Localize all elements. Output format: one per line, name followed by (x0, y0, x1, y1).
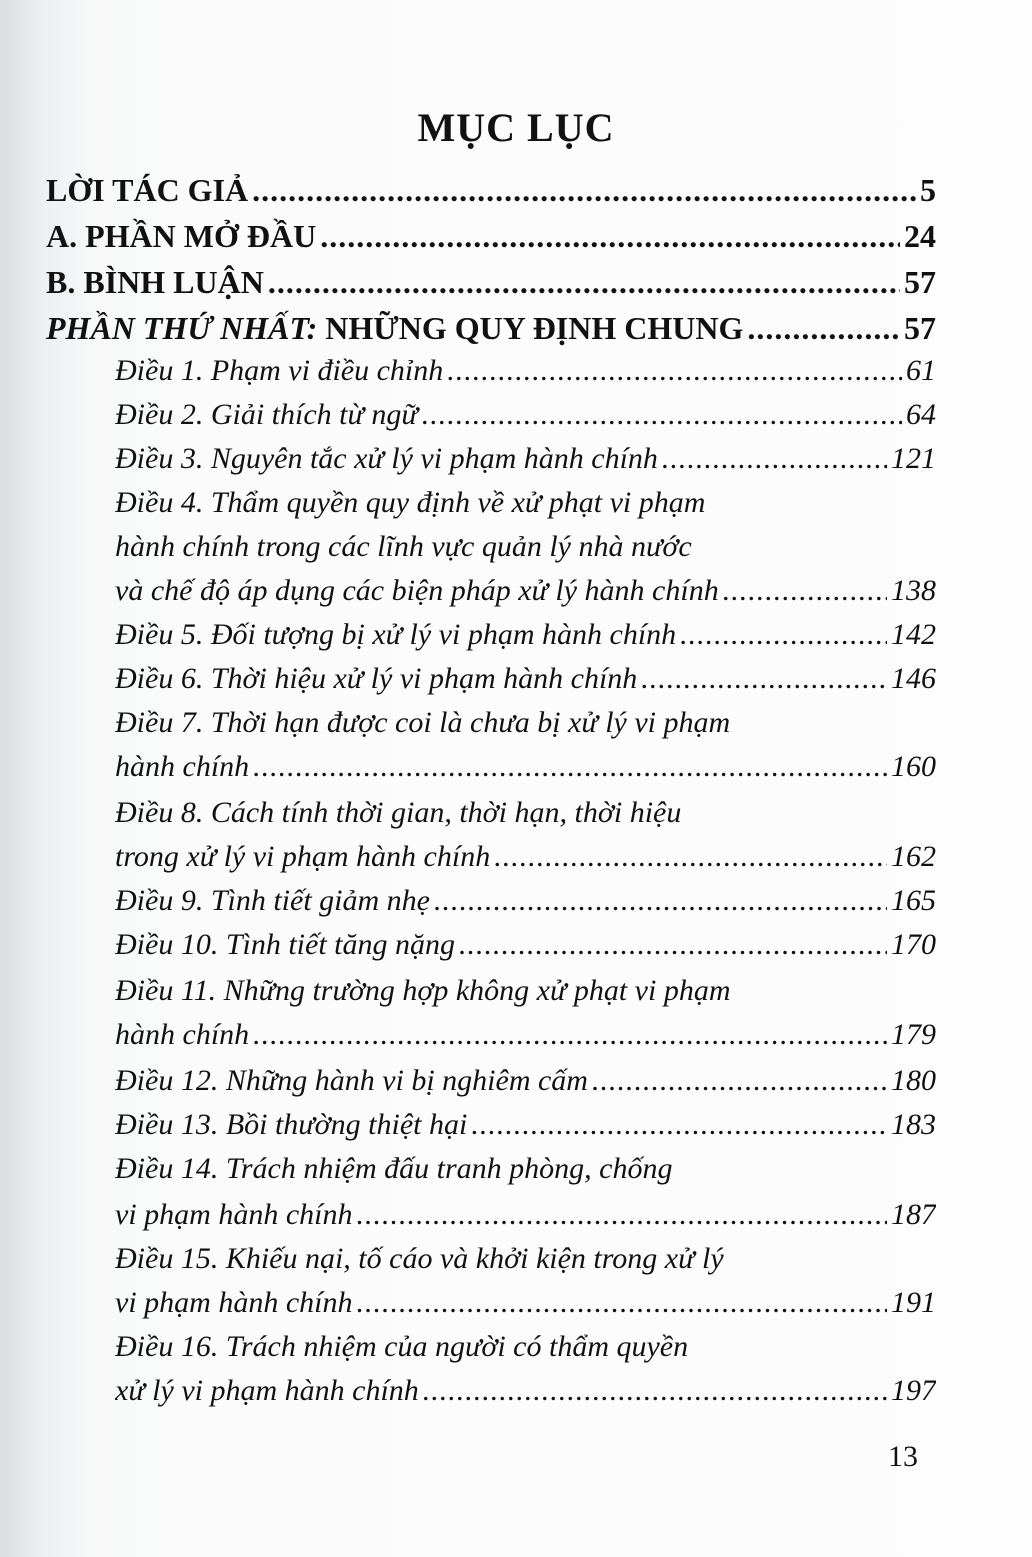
article-label-continued: vi phạm hành chính (115, 1198, 353, 1231)
article-page: 187 (891, 1198, 936, 1231)
dot-leader (662, 442, 887, 476)
article-line (115, 706, 936, 744)
article-label: Điều 15. Khiếu nại, tố cáo và khởi kiện trong xử lý (115, 1242, 724, 1275)
article-label: Điều 4. Thẩm quyền quy định về xử phạt vi phạm (115, 486, 706, 519)
toc-entry-label: A. PHẦN MỞ ĐẦU (46, 218, 317, 254)
article-page: 170 (891, 928, 936, 961)
article-line (115, 1330, 936, 1368)
article-entry (115, 574, 936, 612)
dot-leader (494, 840, 887, 874)
article-line (115, 974, 936, 1012)
article-label: Điều 6. Thời hiệu xử lý vi phạm hành chính (115, 662, 638, 695)
article-entry (115, 618, 936, 656)
article-label-continued: và chế độ áp dụng các biện pháp xử lý hành chính (115, 574, 719, 607)
dot-leader (747, 310, 900, 347)
part-prefix: PHẦN THỨ NHẤT: (46, 310, 318, 346)
dot-leader (253, 750, 887, 784)
article-line (115, 796, 936, 834)
toc-entry-label (46, 310, 743, 347)
article-entry (115, 1064, 936, 1102)
article-label-continued: hành chính (115, 750, 250, 783)
article-label: Điều 2. Giải thích từ ngữ (115, 398, 418, 431)
article-entry (115, 928, 936, 966)
article-page: 138 (891, 574, 936, 607)
toc-entry-page: 5 (920, 172, 936, 208)
article-label: Điều 1. Phạm vi điều chỉnh (115, 354, 444, 387)
article-entry (115, 840, 936, 878)
article-label: Điều 11. Những trường hợp không xử phạt vi phạm (115, 974, 731, 1007)
dot-leader (723, 574, 887, 608)
article-label: Điều 9. Tình tiết giảm nhẹ (115, 884, 430, 917)
article-label-continued: hành chính trong các lĩnh vực quản lý nhà nước (115, 530, 692, 563)
article-entry (115, 1286, 936, 1324)
article-page: 183 (891, 1108, 936, 1141)
dot-leader (592, 1064, 887, 1098)
dot-leader (447, 354, 902, 388)
article-entry (115, 884, 936, 922)
dot-leader (641, 662, 887, 696)
toc-entry (46, 264, 936, 304)
toc-part-entry (46, 310, 936, 350)
dot-leader (356, 1286, 887, 1320)
article-label: Điều 16. Trách nhiệm của người có thẩm quyền (115, 1330, 689, 1363)
toc-entry-page: 57 (904, 264, 936, 300)
article-label: Điều 13. Bồi thường thiệt hại (115, 1108, 468, 1141)
article-page: 191 (891, 1286, 936, 1319)
article-page: 61 (906, 354, 936, 387)
article-label: Điều 5. Đối tượng bị xử lý vi phạm hành chính (115, 618, 677, 651)
article-label: Điều 10. Tình tiết tăng nặng (115, 928, 455, 961)
article-page: 64 (906, 398, 936, 431)
article-page: 142 (891, 618, 936, 651)
article-entry (115, 398, 936, 436)
toc-entry (46, 172, 936, 212)
article-label: Điều 8. Cách tính thời gian, thời hạn, thời hiệu (115, 796, 682, 829)
page-number: 13 (888, 1440, 918, 1473)
article-page: 146 (891, 662, 936, 695)
dot-leader (356, 1198, 887, 1232)
article-label: Điều 14. Trách nhiệm đấu tranh phòng, chống (115, 1152, 673, 1185)
dot-leader (252, 172, 916, 209)
article-entry (115, 1018, 936, 1056)
article-entry (115, 1198, 936, 1236)
article-label: Điều 7. Thời hạn được coi là chưa bị xử lý vi phạm (115, 706, 731, 739)
article-entry (115, 1374, 936, 1412)
article-label: Điều 12. Những hành vi bị nghiêm cấm (115, 1064, 588, 1097)
article-label-continued: hành chính (115, 1018, 250, 1051)
article-page: 197 (891, 1374, 936, 1407)
dot-leader (680, 618, 887, 652)
article-label-continued: xử lý vi phạm hành chính (115, 1374, 419, 1407)
dot-leader (422, 398, 902, 432)
toc-entry-page: 57 (904, 310, 936, 346)
toc-entry-label: LỜI TÁC GIẢ (46, 172, 249, 208)
part-title: NHỮNG QUY ĐỊNH CHUNG (317, 310, 744, 346)
article-line (115, 1152, 936, 1190)
article-label: Điều 3. Nguyên tắc xử lý vi phạm hành chính (115, 442, 658, 475)
dot-leader (253, 1018, 887, 1052)
article-entry (115, 1108, 936, 1146)
toc-entry-label: B. BÌNH LUẬN (46, 264, 264, 300)
article-page: 160 (891, 750, 936, 783)
article-label-continued: trong xử lý vi phạm hành chính (115, 840, 491, 873)
article-entry (115, 354, 936, 392)
article-line (115, 486, 936, 524)
dot-leader (268, 264, 900, 301)
article-entry (115, 750, 936, 788)
dot-leader (434, 884, 887, 918)
toc-entry (46, 218, 936, 258)
dot-leader (320, 218, 900, 255)
article-page: 165 (891, 884, 936, 917)
dot-leader (471, 1108, 887, 1142)
article-page: 162 (891, 840, 936, 873)
article-entry (115, 662, 936, 700)
article-line (115, 1242, 936, 1280)
article-page: 179 (891, 1018, 936, 1051)
toc-entry-page: 24 (904, 218, 936, 254)
article-entry (115, 442, 936, 480)
article-line (115, 530, 936, 568)
article-label-continued: vi phạm hành chính (115, 1286, 353, 1319)
dot-leader (459, 928, 887, 962)
toc-title: MỤC LỤC (417, 105, 615, 150)
dot-leader (423, 1374, 887, 1408)
article-page: 121 (891, 442, 936, 475)
article-page: 180 (891, 1064, 936, 1097)
